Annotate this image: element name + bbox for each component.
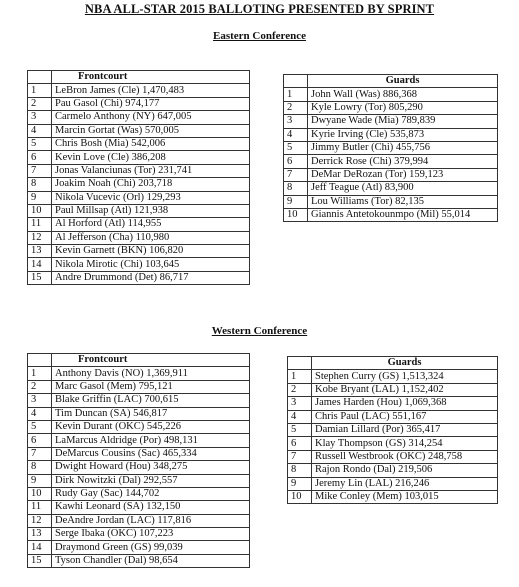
player-votes-cell: LaMarcus Aldridge (Por) 498,131 [52,434,250,447]
player-votes-cell: Anthony Davis (NO) 1,369,911 [52,367,250,380]
rank-cell: 9 [284,195,308,208]
player-votes-cell: Russell Westbrook (OKC) 248,758 [312,450,498,463]
player-votes-cell: Al Horford (Atl) 114,955 [52,218,250,231]
western-frontcourt-table [27,353,250,568]
rank-cell: 6 [284,155,308,168]
player-votes-cell: Derrick Rose (Chi) 379,994 [308,155,498,168]
player-votes-cell: Tim Duncan (SA) 546,817 [52,407,250,420]
table-row [28,367,250,380]
player-votes-cell: Kyle Lowry (Tor) 805,290 [308,101,498,114]
rank-cell: 4 [284,128,308,141]
table-row [28,258,250,271]
rank-cell: 11 [28,218,52,231]
player-votes-cell: Andre Drummond (Det) 86,717 [52,271,250,284]
rank-cell: 6 [288,437,312,450]
player-votes-cell: Carmelo Anthony (NY) 647,005 [52,111,250,124]
rank-cell: 5 [288,423,312,436]
player-votes-cell: Kevin Garnett (BKN) 106,820 [52,245,250,258]
player-votes-cell: Mike Conley (Mem) 103,015 [312,490,498,503]
rank-cell: 8 [288,464,312,477]
frontcourt-column-header: Frontcourt [52,354,250,367]
rank-cell: 1 [284,88,308,101]
player-votes-cell: Rudy Gay (Sac) 144,702 [52,487,250,500]
rank-cell: 10 [284,208,308,221]
player-votes-cell: Chris Bosh (Mia) 542,006 [52,137,250,150]
player-votes-cell: Kawhi Leonard (SA) 132,150 [52,501,250,514]
table-row [28,151,250,164]
player-votes-cell: Dirk Nowitzki (Dal) 292,557 [52,474,250,487]
player-votes-cell: Jeremy Lin (LAL) 216,246 [312,477,498,490]
rank-cell: 7 [284,168,308,181]
table-row [284,208,498,221]
table-row [288,477,498,490]
table-row [284,115,498,128]
rank-cell: 1 [28,367,52,380]
rank-cell: 6 [28,434,52,447]
table-row [28,191,250,204]
player-votes-cell: Paul Millsap (Atl) 121,938 [52,204,250,217]
table-row [28,487,250,500]
player-votes-cell: LeBron James (Cle) 1,470,483 [52,84,250,97]
rank-cell: 1 [28,84,52,97]
table-row [28,407,250,420]
player-votes-cell: Jimmy Butler (Chi) 455,756 [308,141,498,154]
table-row [288,437,498,450]
table-row [28,461,250,474]
player-votes-cell: Blake Griffin (LAC) 700,615 [52,394,250,407]
rank-cell: 7 [288,450,312,463]
table-row [28,124,250,137]
table-row [28,137,250,150]
rank-cell: 13 [28,245,52,258]
rank-cell: 13 [28,528,52,541]
table-row [284,195,498,208]
player-votes-cell: Kyrie Irving (Cle) 535,873 [308,128,498,141]
rank-cell: 7 [28,447,52,460]
eastern-conference-heading: Eastern Conference [213,30,306,42]
table-row [288,410,498,423]
guards-column-header: Guards [312,357,498,370]
table-row [28,97,250,110]
table-row [28,245,250,258]
rank-cell: 6 [28,151,52,164]
table-row [28,394,250,407]
table-row [28,447,250,460]
table-row [28,420,250,433]
table-row [288,464,498,477]
table-row [28,271,250,284]
table-row [28,474,250,487]
player-votes-cell: Kevin Durant (OKC) 545,226 [52,420,250,433]
player-votes-cell: Joakim Noah (Chi) 203,718 [52,178,250,191]
rank-cell: 2 [28,380,52,393]
player-votes-cell: Marc Gasol (Mem) 795,121 [52,380,250,393]
rank-cell: 4 [288,410,312,423]
player-votes-cell: Damian Lillard (Por) 365,417 [312,423,498,436]
table-row [28,380,250,393]
table-row [28,218,250,231]
table-row [284,141,498,154]
player-votes-cell: Dwyane Wade (Mia) 789,839 [308,115,498,128]
rank-cell: 5 [28,137,52,150]
rank-cell: 12 [28,514,52,527]
table-row [284,168,498,181]
rank-cell: 3 [28,394,52,407]
rank-cell: 10 [28,204,52,217]
rank-cell: 8 [284,182,308,195]
player-votes-cell: DeAndre Jordan (LAC) 117,816 [52,514,250,527]
rank-column-header [28,71,52,84]
table-row [28,514,250,527]
eastern-frontcourt-table [27,70,250,285]
rank-cell: 15 [28,554,52,567]
player-votes-cell: Dwight Howard (Hou) 348,275 [52,461,250,474]
rank-cell: 3 [288,397,312,410]
table-row [28,434,250,447]
table-row [28,111,250,124]
eastern-guards-table [283,74,498,222]
rank-cell: 15 [28,271,52,284]
guards-column-header: Guards [308,75,498,88]
rank-cell: 5 [28,420,52,433]
rank-cell: 4 [28,407,52,420]
western-conference-heading: Western Conference [211,325,308,337]
table-row [28,554,250,567]
player-votes-cell: Jeff Teague (Atl) 83,900 [308,182,498,195]
rank-column-header [28,354,52,367]
rank-cell: 9 [28,191,52,204]
rank-cell: 10 [28,487,52,500]
rank-cell: 12 [28,231,52,244]
player-votes-cell: Kobe Bryant (LAL) 1,152,402 [312,383,498,396]
table-row [28,501,250,514]
table-row [28,178,250,191]
player-votes-cell: DeMar DeRozan (Tor) 159,123 [308,168,498,181]
player-votes-cell: Kevin Love (Cle) 386,208 [52,151,250,164]
rank-cell: 14 [28,541,52,554]
player-votes-cell: Draymond Green (GS) 99,039 [52,541,250,554]
player-votes-cell: Chris Paul (LAC) 551,167 [312,410,498,423]
player-votes-cell: Nikola Mirotic (Chi) 103,645 [52,258,250,271]
player-votes-cell: Stephen Curry (GS) 1,513,324 [312,370,498,383]
table-row [284,182,498,195]
player-votes-cell: Marcin Gortat (Was) 570,005 [52,124,250,137]
table-row [28,541,250,554]
rank-cell: 5 [284,141,308,154]
table-row [28,231,250,244]
rank-cell: 14 [28,258,52,271]
rank-cell: 8 [28,178,52,191]
table-row [284,88,498,101]
table-row [288,397,498,410]
player-votes-cell: Rajon Rondo (Dal) 219,506 [312,464,498,477]
rank-cell: 2 [28,97,52,110]
frontcourt-column-header: Frontcourt [52,71,250,84]
rank-cell: 4 [28,124,52,137]
player-votes-cell: James Harden (Hou) 1,069,368 [312,397,498,410]
player-votes-cell: Klay Thompson (GS) 314,254 [312,437,498,450]
player-votes-cell: Giannis Antetokounmpo (Mil) 55,014 [308,208,498,221]
player-votes-cell: Lou Williams (Tor) 82,135 [308,195,498,208]
player-votes-cell: Tyson Chandler (Dal) 98,654 [52,554,250,567]
rank-cell: 8 [28,461,52,474]
player-votes-cell: John Wall (Was) 886,368 [308,88,498,101]
table-row [28,164,250,177]
table-row [28,204,250,217]
rank-cell: 11 [28,501,52,514]
rank-cell: 2 [284,101,308,114]
rank-cell: 3 [28,111,52,124]
table-row [284,155,498,168]
western-guards-table [287,356,498,504]
rank-cell: 2 [288,383,312,396]
table-row [288,383,498,396]
player-votes-cell: DeMarcus Cousins (Sac) 465,334 [52,447,250,460]
player-votes-cell: Serge Ibaka (OKC) 107,223 [52,528,250,541]
table-row [288,450,498,463]
rank-cell: 10 [288,490,312,503]
rank-column-header [288,357,312,370]
rank-cell: 9 [28,474,52,487]
rank-cell: 7 [28,164,52,177]
rank-cell: 9 [288,477,312,490]
table-row [284,101,498,114]
table-row [288,423,498,436]
table-row [28,84,250,97]
rank-cell: 1 [288,370,312,383]
table-row [288,370,498,383]
table-row [288,490,498,503]
player-votes-cell: Pau Gasol (Chi) 974,177 [52,97,250,110]
rank-cell: 3 [284,115,308,128]
player-votes-cell: Jonas Valanciunas (Tor) 231,741 [52,164,250,177]
player-votes-cell: Nikola Vucevic (Orl) 129,293 [52,191,250,204]
table-row [284,128,498,141]
rank-column-header [284,75,308,88]
player-votes-cell: Al Jefferson (Cha) 110,980 [52,231,250,244]
table-row [28,528,250,541]
page-title: NBA ALL-STAR 2015 BALLOTING PRESENTED BY SPRINT [84,2,435,16]
